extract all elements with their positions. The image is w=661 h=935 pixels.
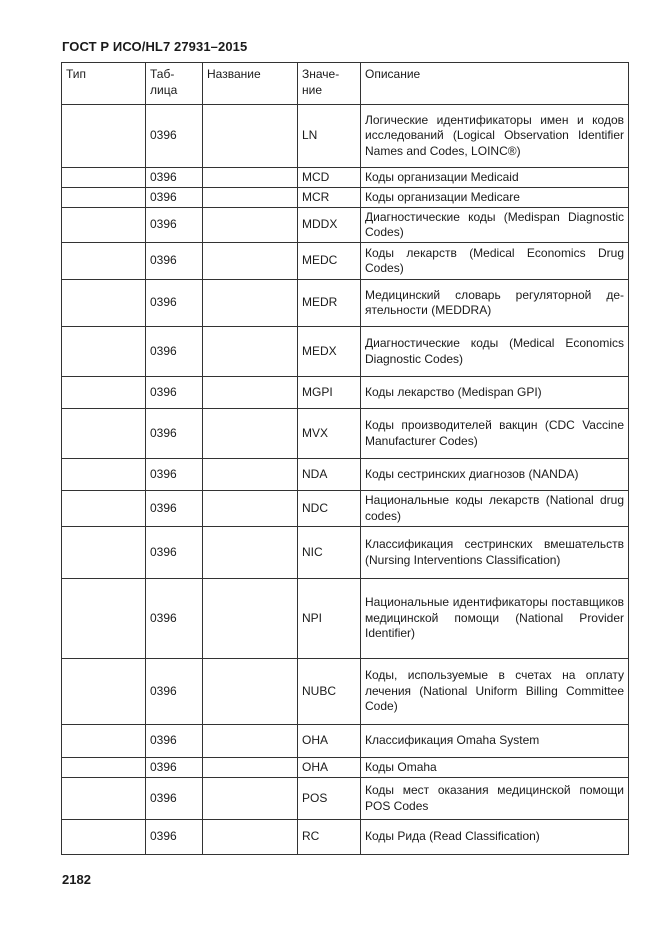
cell-value: LN: [298, 105, 361, 168]
cell-table: 0396: [146, 725, 203, 758]
cell-value: NDC: [298, 491, 361, 527]
cell-name: [203, 778, 298, 820]
cell-type: [62, 459, 146, 491]
cell-table: 0396: [146, 377, 203, 409]
cell-type: [62, 409, 146, 459]
cell-description: Коды сестринских диагнозов (NANDA): [361, 459, 629, 491]
cell-type: [62, 188, 146, 208]
cell-name: [203, 377, 298, 409]
cell-table: 0396: [146, 527, 203, 579]
cell-name: [203, 725, 298, 758]
table-header-row: [62, 63, 629, 105]
cell-description: Национальные идентификаторы поставщиков медицинской помощи (National Provider Identifier): [361, 579, 629, 659]
table-row: [62, 579, 629, 659]
cell-name: [203, 491, 298, 527]
cell-name: [203, 243, 298, 280]
cell-type: [62, 527, 146, 579]
cell-table: 0396: [146, 778, 203, 820]
table-row: [62, 459, 629, 491]
cell-type: [62, 168, 146, 188]
table-row: [62, 758, 629, 778]
cell-name: [203, 579, 298, 659]
header-type: Тип: [62, 63, 146, 105]
cell-description: Коды производителей вакцин (CDC Vaccine Manufacturer Codes): [361, 409, 629, 459]
cell-description: Коды лекарств (Medical Economics Drug Codes): [361, 243, 629, 280]
table-row: [62, 280, 629, 327]
cell-description: Коды мест оказания медицинской помощи POS Codes: [361, 778, 629, 820]
cell-description: Медицинский словарь регуляторной деятельности (MEDDRA): [361, 280, 629, 327]
cell-table: 0396: [146, 409, 203, 459]
cell-value: MDDX: [298, 208, 361, 243]
cell-value: RC: [298, 820, 361, 855]
cell-name: [203, 168, 298, 188]
cell-type: [62, 725, 146, 758]
cell-type: [62, 491, 146, 527]
cell-description: Классификация Omaha System: [361, 725, 629, 758]
table-row: [62, 208, 629, 243]
cell-table: 0396: [146, 188, 203, 208]
cell-value: MEDX: [298, 327, 361, 377]
cell-value: POS: [298, 778, 361, 820]
table-row: [62, 377, 629, 409]
cell-value: MCD: [298, 168, 361, 188]
cell-value: MEDR: [298, 280, 361, 327]
cell-table: 0396: [146, 491, 203, 527]
cell-type: [62, 778, 146, 820]
cell-type: [62, 327, 146, 377]
cell-value: NIC: [298, 527, 361, 579]
cell-description: Коды Omaha: [361, 758, 629, 778]
table-row: [62, 188, 629, 208]
header-description: Описание: [361, 63, 629, 105]
cell-type: [62, 579, 146, 659]
header-name: Название: [203, 63, 298, 105]
cell-name: [203, 327, 298, 377]
cell-table: 0396: [146, 105, 203, 168]
cell-value: NDA: [298, 459, 361, 491]
table-row: [62, 168, 629, 188]
cell-table: 0396: [146, 659, 203, 725]
cell-table: 0396: [146, 820, 203, 855]
table-row: [62, 491, 629, 527]
cell-description: Национальные коды лекарств (National drug codes): [361, 491, 629, 527]
cell-table: 0396: [146, 168, 203, 188]
cell-type: [62, 758, 146, 778]
cell-value: OHA: [298, 758, 361, 778]
cell-type: [62, 105, 146, 168]
document-header: ГОСТ Р ИСО/HL7 27931–2015: [62, 39, 248, 54]
cell-name: [203, 527, 298, 579]
table-row: [62, 527, 629, 579]
cell-value: MCR: [298, 188, 361, 208]
cell-type: [62, 243, 146, 280]
table-body: [62, 105, 629, 855]
cell-type: [62, 208, 146, 243]
table-row: [62, 778, 629, 820]
cell-table: 0396: [146, 758, 203, 778]
cell-description: Диагностические коды (Medical Economics Diagnostic Codes): [361, 327, 629, 377]
cell-description: Коды Рида (Read Classification): [361, 820, 629, 855]
table-row: [62, 820, 629, 855]
code-table: [61, 62, 629, 855]
cell-description: Логические идентификаторы имен и кодов исследований (Logical Observation Identifier Names and Codes, LOINC®): [361, 105, 629, 168]
cell-value: MVX: [298, 409, 361, 459]
cell-name: [203, 280, 298, 327]
cell-name: [203, 820, 298, 855]
cell-name: [203, 188, 298, 208]
cell-table: 0396: [146, 243, 203, 280]
cell-description: Диагностические коды (Medispan Diagnostic Codes): [361, 208, 629, 243]
header-value: Значе- ние: [298, 63, 361, 105]
table-row: [62, 409, 629, 459]
cell-name: [203, 409, 298, 459]
cell-value: MGPI: [298, 377, 361, 409]
cell-description: Классификация сестринских вмешательств (Nursing Interventions Classification): [361, 527, 629, 579]
table-row: [62, 327, 629, 377]
cell-name: [203, 208, 298, 243]
table-row: [62, 105, 629, 168]
cell-table: 0396: [146, 208, 203, 243]
cell-name: [203, 758, 298, 778]
cell-table: 0396: [146, 459, 203, 491]
cell-description: Коды лекарство (Medispan GPI): [361, 377, 629, 409]
cell-type: [62, 280, 146, 327]
cell-description: Коды, используемые в счетах на оплату лечения (National Uniform Billing Committee Code): [361, 659, 629, 725]
cell-type: [62, 820, 146, 855]
cell-value: MEDC: [298, 243, 361, 280]
cell-name: [203, 105, 298, 168]
cell-type: [62, 377, 146, 409]
table-row: [62, 243, 629, 280]
cell-type: [62, 659, 146, 725]
cell-table: 0396: [146, 280, 203, 327]
page-number: 2182: [62, 872, 91, 887]
table-row: [62, 659, 629, 725]
header-table: Таб- лица: [146, 63, 203, 105]
cell-table: 0396: [146, 579, 203, 659]
cell-name: [203, 659, 298, 725]
cell-name: [203, 459, 298, 491]
table-row: [62, 725, 629, 758]
cell-description: Коды организации Medicaid: [361, 168, 629, 188]
cell-value: NPI: [298, 579, 361, 659]
cell-table: 0396: [146, 327, 203, 377]
cell-description: Коды организации Medicare: [361, 188, 629, 208]
cell-value: OHA: [298, 725, 361, 758]
cell-value: NUBC: [298, 659, 361, 725]
